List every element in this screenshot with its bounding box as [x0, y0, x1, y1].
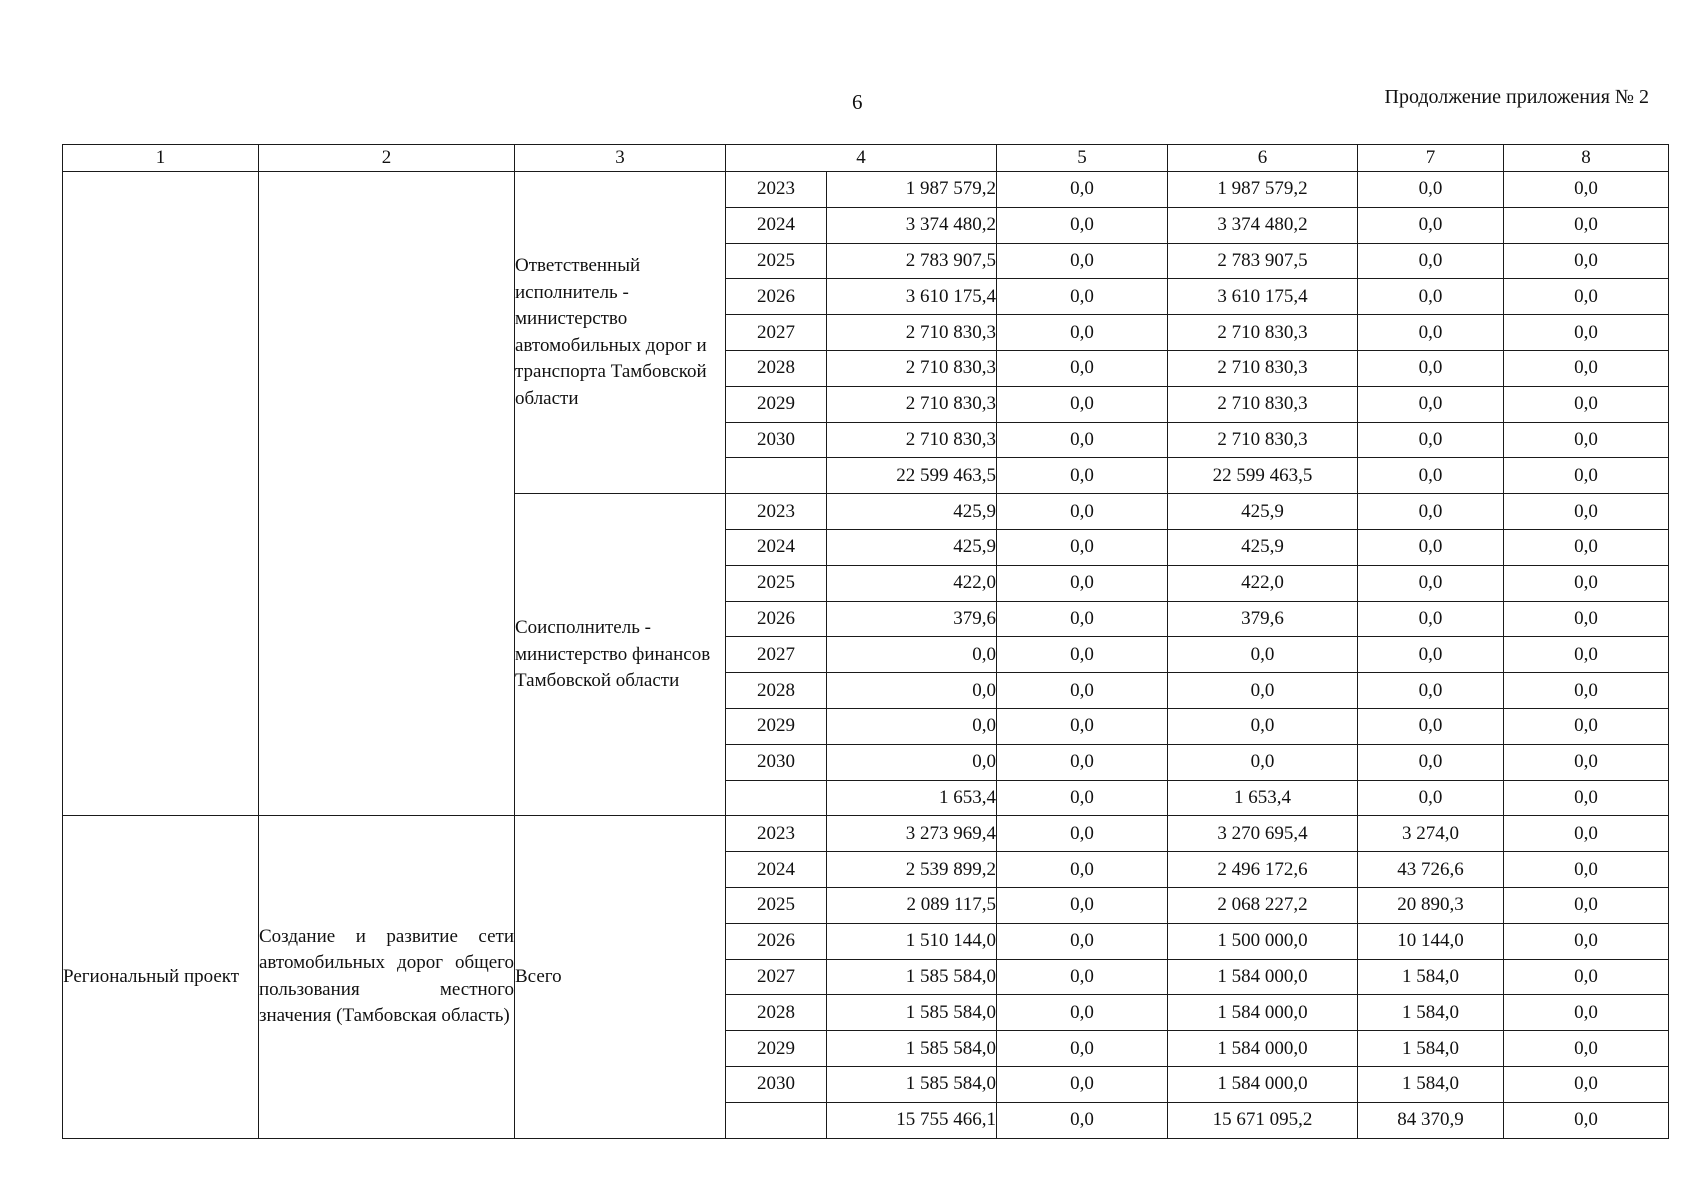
- column-header-8: 8: [1504, 145, 1669, 172]
- executor-cell: Ответственный исполнитель - министерство автомобильных дорог и транспорта Тамбовской области: [515, 172, 726, 494]
- appendix-continuation-note: Продолжение приложения № 2: [1384, 86, 1649, 108]
- value-cell-8: 0,0: [1504, 708, 1669, 744]
- value-cell-5: 0,0: [997, 959, 1168, 995]
- column-header-6: 6: [1168, 145, 1358, 172]
- year-cell: 2030: [726, 1066, 827, 1102]
- value-cell-6: 2 068 227,2: [1168, 887, 1358, 923]
- value-cell-7: 1 584,0: [1358, 959, 1504, 995]
- value-cell-5: 0,0: [997, 852, 1168, 888]
- value-cell-7: 0,0: [1358, 458, 1504, 494]
- value-cell-6: 22 599 463,5: [1168, 458, 1358, 494]
- table-row: [63, 816, 1669, 852]
- value-cell-8: 0,0: [1504, 243, 1669, 279]
- value-cell-6: 3 374 480,2: [1168, 207, 1358, 243]
- value-cell-6: 3 270 695,4: [1168, 816, 1358, 852]
- year-cell: 2023: [726, 816, 827, 852]
- value-cell-5: 0,0: [997, 315, 1168, 351]
- value-cell-8: 0,0: [1504, 172, 1669, 208]
- project-name-cell: Создание и развитие сети автомобильных дорог общего пользования местного значения (Тамбовская область): [259, 816, 515, 1138]
- value-cell-7: 43 726,6: [1358, 852, 1504, 888]
- value-cell-6: 379,6: [1168, 601, 1358, 637]
- year-cell: 2026: [726, 279, 827, 315]
- value-cell-5: 0,0: [997, 995, 1168, 1031]
- value-cell-5: 0,0: [997, 1031, 1168, 1067]
- value-cell-8: 0,0: [1504, 207, 1669, 243]
- value-cell-5: 0,0: [997, 673, 1168, 709]
- total-value-cell: 0,0: [827, 673, 997, 709]
- total-value-cell: 2 710 830,3: [827, 315, 997, 351]
- value-cell-5: 0,0: [997, 422, 1168, 458]
- year-cell: 2023: [726, 494, 827, 530]
- value-cell-7: 0,0: [1358, 673, 1504, 709]
- value-cell-8: 0,0: [1504, 852, 1669, 888]
- value-cell-8: 0,0: [1504, 565, 1669, 601]
- value-cell-8: 0,0: [1504, 529, 1669, 565]
- value-cell-6: 1 500 000,0: [1168, 923, 1358, 959]
- value-cell-7: 0,0: [1358, 637, 1504, 673]
- year-cell: 2026: [726, 601, 827, 637]
- value-cell-5: 0,0: [997, 1102, 1168, 1138]
- value-cell-6: 3 610 175,4: [1168, 279, 1358, 315]
- total-value-cell: 3 273 969,4: [827, 816, 997, 852]
- value-cell-7: 0,0: [1358, 744, 1504, 780]
- value-cell-8: 0,0: [1504, 1066, 1669, 1102]
- value-cell-5: 0,0: [997, 637, 1168, 673]
- year-cell: 2028: [726, 350, 827, 386]
- total-value-cell: 1 585 584,0: [827, 995, 997, 1031]
- total-value-cell: 2 539 899,2: [827, 852, 997, 888]
- total-value-cell: 1 510 144,0: [827, 923, 997, 959]
- value-cell-7: 0,0: [1358, 529, 1504, 565]
- total-value-cell: 2 710 830,3: [827, 386, 997, 422]
- value-cell-6: 2 496 172,6: [1168, 852, 1358, 888]
- year-cell: 2029: [726, 1031, 827, 1067]
- year-cell: [726, 1102, 827, 1138]
- col2-cell: [259, 172, 515, 816]
- value-cell-7: 0,0: [1358, 422, 1504, 458]
- value-cell-5: 0,0: [997, 350, 1168, 386]
- total-value-cell: 2 710 830,3: [827, 350, 997, 386]
- value-cell-5: 0,0: [997, 207, 1168, 243]
- value-cell-6: 2 710 830,3: [1168, 350, 1358, 386]
- value-cell-7: 20 890,3: [1358, 887, 1504, 923]
- value-cell-7: 0,0: [1358, 386, 1504, 422]
- value-cell-7: 0,0: [1358, 350, 1504, 386]
- total-value-cell: 1 653,4: [827, 780, 997, 816]
- value-cell-6: 1 584 000,0: [1168, 1031, 1358, 1067]
- value-cell-8: 0,0: [1504, 601, 1669, 637]
- value-cell-6: 2 710 830,3: [1168, 386, 1358, 422]
- value-cell-8: 0,0: [1504, 315, 1669, 351]
- year-cell: 2028: [726, 673, 827, 709]
- value-cell-6: 1 584 000,0: [1168, 1066, 1358, 1102]
- value-cell-6: 1 584 000,0: [1168, 995, 1358, 1031]
- total-value-cell: 3 610 175,4: [827, 279, 997, 315]
- value-cell-6: 422,0: [1168, 565, 1358, 601]
- value-cell-6: 1 987 579,2: [1168, 172, 1358, 208]
- project-type-cell: Региональный проект: [63, 816, 259, 1138]
- value-cell-8: 0,0: [1504, 995, 1669, 1031]
- value-cell-6: 0,0: [1168, 673, 1358, 709]
- value-cell-8: 0,0: [1504, 458, 1669, 494]
- value-cell-5: 0,0: [997, 243, 1168, 279]
- value-cell-8: 0,0: [1504, 744, 1669, 780]
- value-cell-5: 0,0: [997, 708, 1168, 744]
- column-header-7: 7: [1358, 145, 1504, 172]
- year-cell: 2027: [726, 959, 827, 995]
- value-cell-8: 0,0: [1504, 1102, 1669, 1138]
- value-cell-7: 0,0: [1358, 207, 1504, 243]
- value-cell-8: 0,0: [1504, 959, 1669, 995]
- total-value-cell: 0,0: [827, 744, 997, 780]
- year-cell: [726, 458, 827, 494]
- page-number: 6: [852, 90, 863, 114]
- value-cell-7: 10 144,0: [1358, 923, 1504, 959]
- year-cell: 2030: [726, 744, 827, 780]
- total-value-cell: 379,6: [827, 601, 997, 637]
- year-cell: 2025: [726, 565, 827, 601]
- value-cell-6: 2 710 830,3: [1168, 422, 1358, 458]
- value-cell-8: 0,0: [1504, 637, 1669, 673]
- column-header-3: 3: [515, 145, 726, 172]
- executor-cell: Всего: [515, 816, 726, 1138]
- executor-cell: Соисполнитель - министерство финансов Тамбовской области: [515, 494, 726, 816]
- year-cell: 2027: [726, 637, 827, 673]
- value-cell-8: 0,0: [1504, 494, 1669, 530]
- value-cell-5: 0,0: [997, 494, 1168, 530]
- year-cell: 2023: [726, 172, 827, 208]
- value-cell-7: 84 370,9: [1358, 1102, 1504, 1138]
- value-cell-5: 0,0: [997, 601, 1168, 637]
- value-cell-8: 0,0: [1504, 887, 1669, 923]
- total-value-cell: 1 585 584,0: [827, 1066, 997, 1102]
- total-value-cell: 1 585 584,0: [827, 959, 997, 995]
- column-header-5: 5: [997, 145, 1168, 172]
- value-cell-7: 0,0: [1358, 708, 1504, 744]
- year-cell: 2025: [726, 243, 827, 279]
- value-cell-7: 3 274,0: [1358, 816, 1504, 852]
- value-cell-8: 0,0: [1504, 386, 1669, 422]
- column-header-2: 2: [259, 145, 515, 172]
- value-cell-5: 0,0: [997, 565, 1168, 601]
- value-cell-8: 0,0: [1504, 816, 1669, 852]
- total-value-cell: 15 755 466,1: [827, 1102, 997, 1138]
- value-cell-7: 1 584,0: [1358, 1066, 1504, 1102]
- value-cell-7: 0,0: [1358, 494, 1504, 530]
- value-cell-6: 0,0: [1168, 637, 1358, 673]
- year-cell: 2024: [726, 529, 827, 565]
- value-cell-7: 0,0: [1358, 780, 1504, 816]
- value-cell-7: 0,0: [1358, 565, 1504, 601]
- value-cell-5: 0,0: [997, 172, 1168, 208]
- total-value-cell: 422,0: [827, 565, 997, 601]
- value-cell-7: 0,0: [1358, 315, 1504, 351]
- year-cell: 2027: [726, 315, 827, 351]
- value-cell-8: 0,0: [1504, 1031, 1669, 1067]
- value-cell-5: 0,0: [997, 744, 1168, 780]
- total-value-cell: 425,9: [827, 529, 997, 565]
- value-cell-5: 0,0: [997, 887, 1168, 923]
- value-cell-5: 0,0: [997, 923, 1168, 959]
- value-cell-6: 0,0: [1168, 708, 1358, 744]
- year-cell: 2024: [726, 852, 827, 888]
- value-cell-6: 425,9: [1168, 529, 1358, 565]
- year-cell: 2029: [726, 708, 827, 744]
- year-cell: 2030: [726, 422, 827, 458]
- year-cell: 2028: [726, 995, 827, 1031]
- value-cell-7: 0,0: [1358, 172, 1504, 208]
- year-cell: 2026: [726, 923, 827, 959]
- value-cell-5: 0,0: [997, 1066, 1168, 1102]
- total-value-cell: 3 374 480,2: [827, 207, 997, 243]
- value-cell-6: 1 584 000,0: [1168, 959, 1358, 995]
- year-cell: [726, 780, 827, 816]
- value-cell-8: 0,0: [1504, 279, 1669, 315]
- value-cell-7: 0,0: [1358, 601, 1504, 637]
- value-cell-7: 1 584,0: [1358, 995, 1504, 1031]
- total-value-cell: 425,9: [827, 494, 997, 530]
- value-cell-6: 1 653,4: [1168, 780, 1358, 816]
- value-cell-6: 0,0: [1168, 744, 1358, 780]
- value-cell-5: 0,0: [997, 816, 1168, 852]
- value-cell-5: 0,0: [997, 780, 1168, 816]
- value-cell-8: 0,0: [1504, 350, 1669, 386]
- col1-cell: [63, 172, 259, 816]
- value-cell-8: 0,0: [1504, 923, 1669, 959]
- table-row: [63, 172, 1669, 208]
- total-value-cell: 22 599 463,5: [827, 458, 997, 494]
- value-cell-8: 0,0: [1504, 422, 1669, 458]
- total-value-cell: 1 987 579,2: [827, 172, 997, 208]
- column-header-4: 4: [726, 145, 997, 172]
- value-cell-7: 0,0: [1358, 243, 1504, 279]
- value-cell-5: 0,0: [997, 529, 1168, 565]
- value-cell-6: 15 671 095,2: [1168, 1102, 1358, 1138]
- total-value-cell: 0,0: [827, 637, 997, 673]
- value-cell-7: 0,0: [1358, 279, 1504, 315]
- table-body: [63, 172, 1669, 1139]
- value-cell-5: 0,0: [997, 458, 1168, 494]
- budget-table: [62, 144, 1669, 1139]
- year-cell: 2024: [726, 207, 827, 243]
- value-cell-8: 0,0: [1504, 780, 1669, 816]
- value-cell-8: 0,0: [1504, 673, 1669, 709]
- value-cell-6: 2 783 907,5: [1168, 243, 1358, 279]
- year-cell: 2029: [726, 386, 827, 422]
- column-header-1: 1: [63, 145, 259, 172]
- total-value-cell: 1 585 584,0: [827, 1031, 997, 1067]
- value-cell-5: 0,0: [997, 279, 1168, 315]
- total-value-cell: 2 089 117,5: [827, 887, 997, 923]
- column-number-row: [63, 145, 1669, 172]
- value-cell-6: 425,9: [1168, 494, 1358, 530]
- total-value-cell: 2 710 830,3: [827, 422, 997, 458]
- total-value-cell: 0,0: [827, 708, 997, 744]
- value-cell-6: 2 710 830,3: [1168, 315, 1358, 351]
- value-cell-5: 0,0: [997, 386, 1168, 422]
- value-cell-7: 1 584,0: [1358, 1031, 1504, 1067]
- year-cell: 2025: [726, 887, 827, 923]
- total-value-cell: 2 783 907,5: [827, 243, 997, 279]
